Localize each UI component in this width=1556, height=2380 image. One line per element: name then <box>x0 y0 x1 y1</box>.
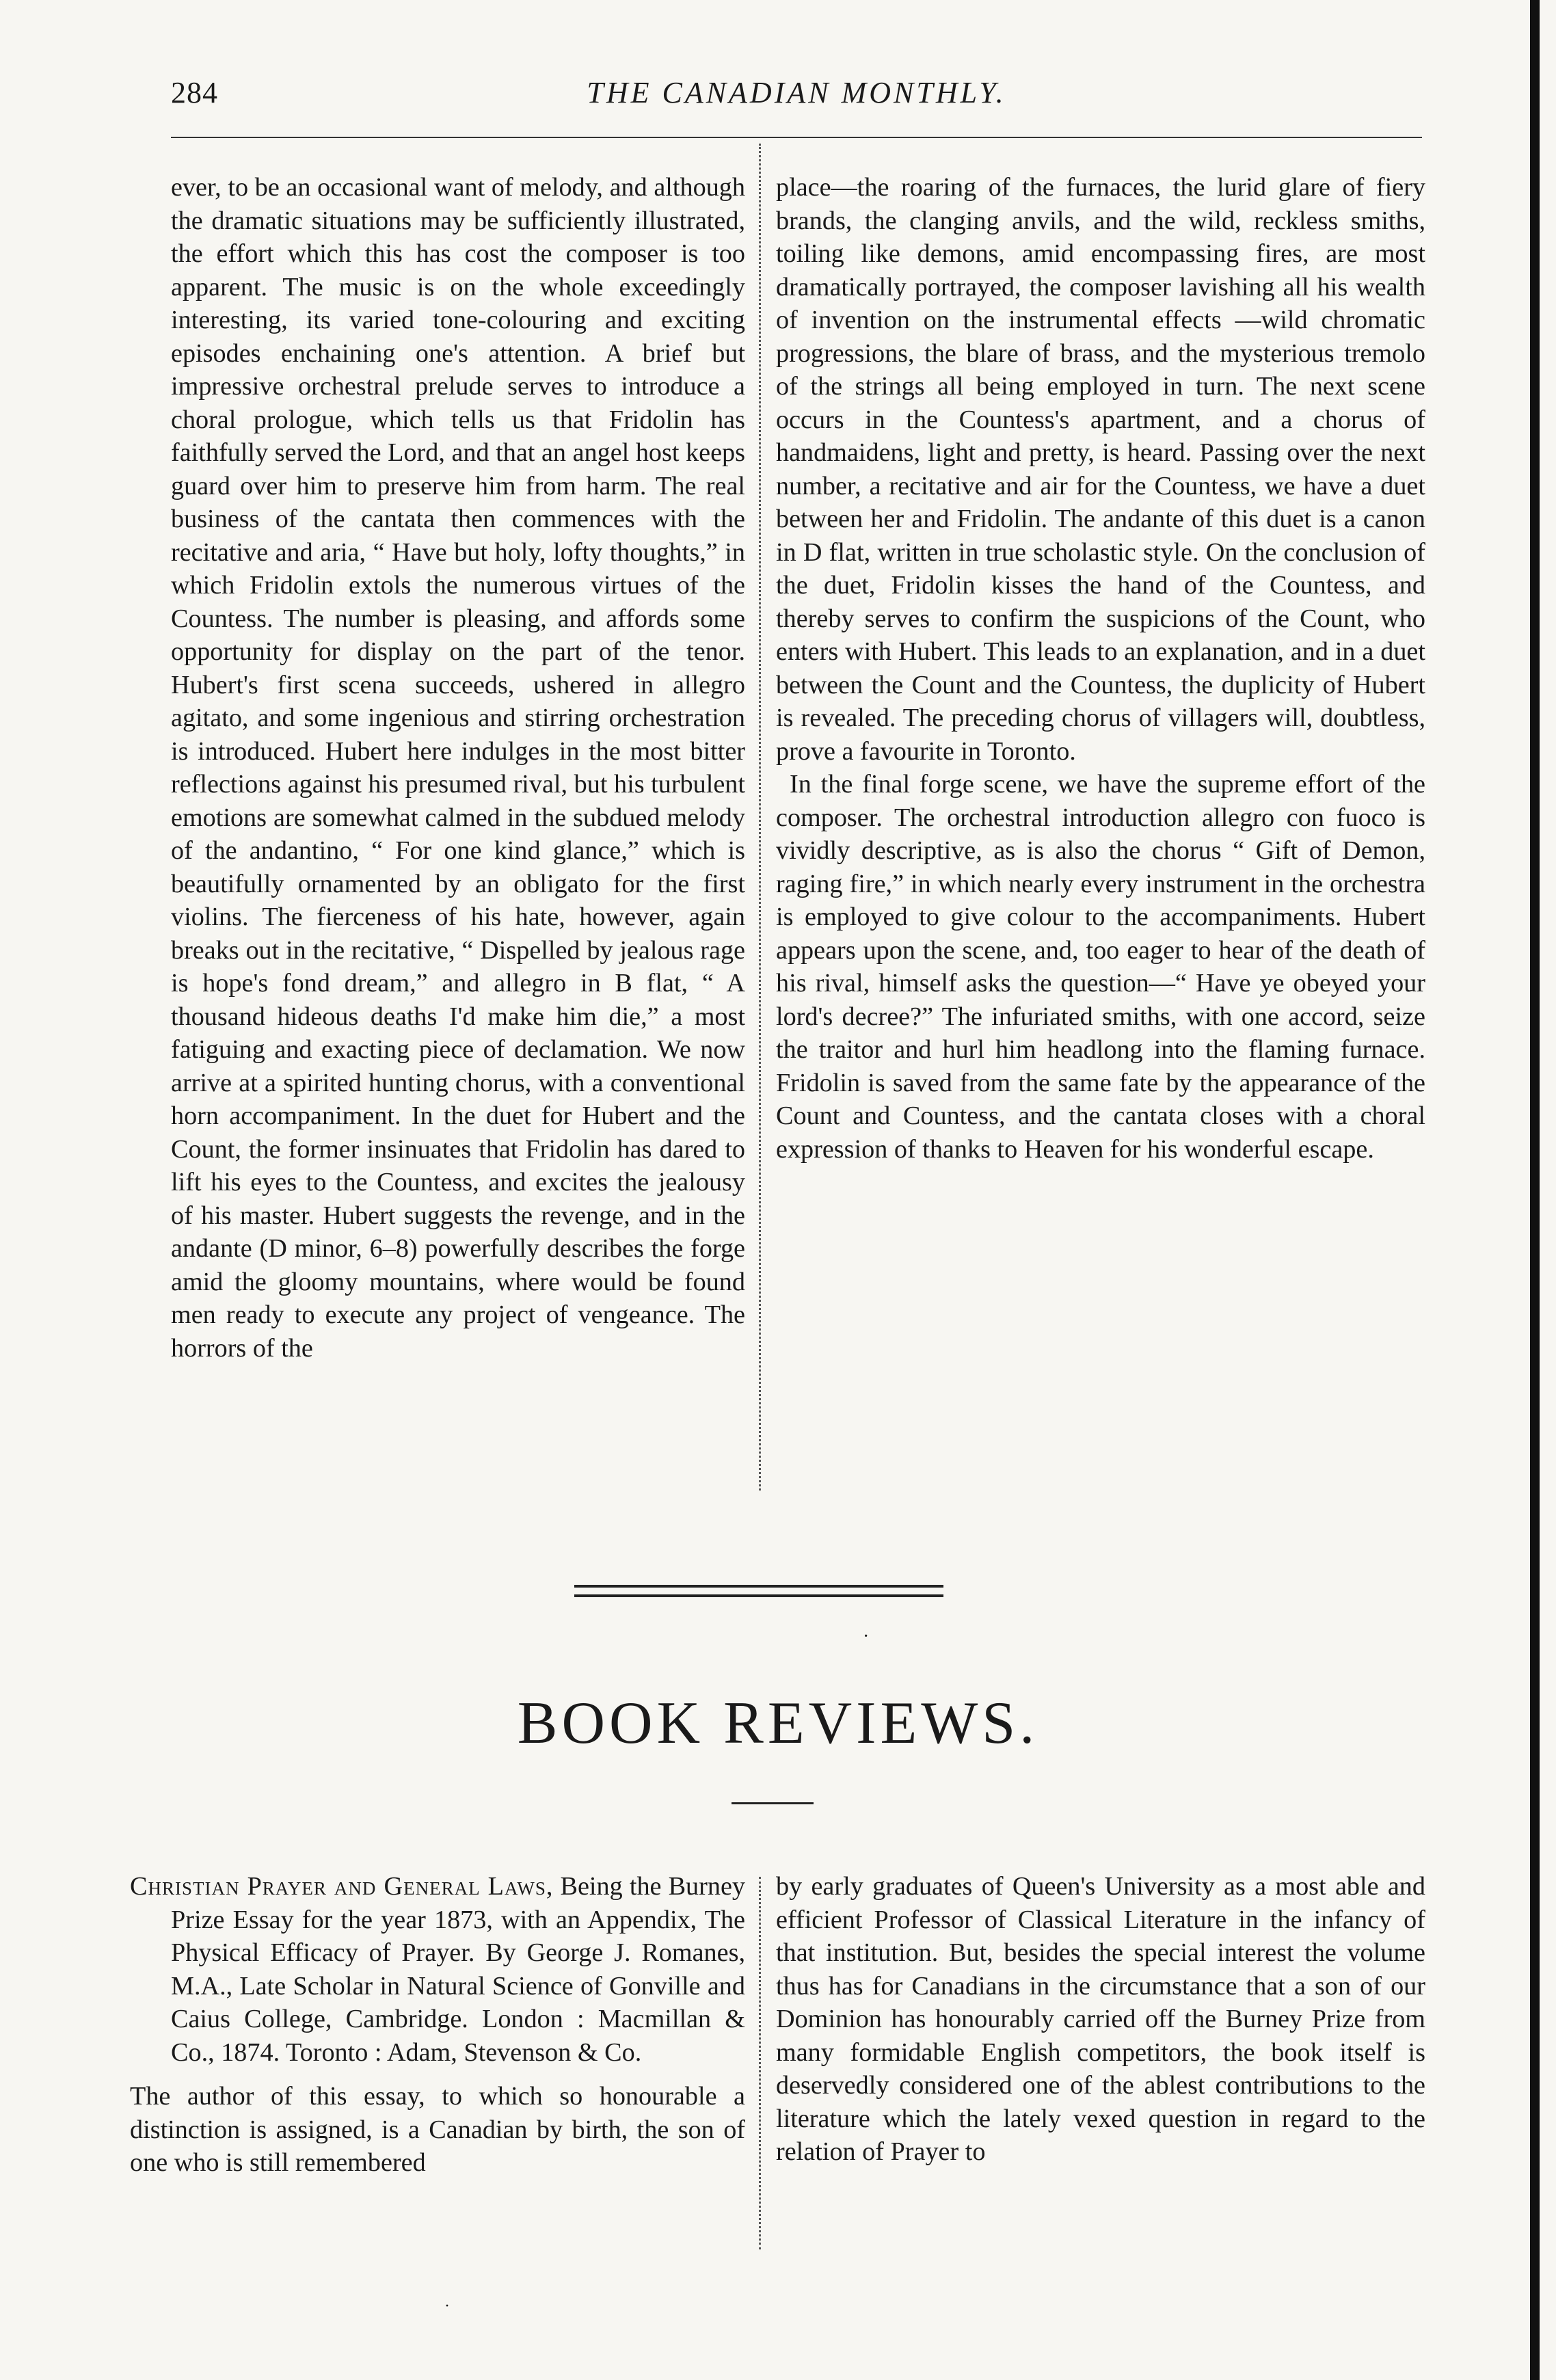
article-paragraph: In the final forge scene, we have the supreme effort of the composer. The orchestral introduction allegro con fuoco is vividly descriptive, as is also the chorus “ Gift of Demon, raging fire,” in which nearly every instrument in the orchestra is employed to give colour to the accompaniments. Hubert appears upon the scene, and, too eager to hear of the death of his rival, himself asks the question—“ Have ye obeyed your lord's decree?” The infuriated smiths, with one accord, seize the traitor and hurl him headlong into the flaming furnace. Fridolin is saved from the same fate by the appearance of the Count and Countess, and the cantata closes with a choral expression of thanks to Heaven for his wonderful escape. <box>776 770 1425 1164</box>
review-paragraph: The author of this essay, to which so honourable a distinction is assigned, is a Canadian by birth, the son of one who is still remembered <box>130 2082 745 2177</box>
review-column-left <box>130 1870 745 2180</box>
page-header <box>171 75 1422 116</box>
page-speck: · <box>444 2297 450 2315</box>
section-separator-rule <box>574 1585 943 1588</box>
section-separator-rule <box>574 1594 943 1597</box>
section-title-rule <box>732 1802 814 1804</box>
review-column-right <box>776 1870 1425 2169</box>
header-rule <box>171 137 1422 138</box>
review-book-title: Christian Prayer and General Laws, <box>130 1872 554 1901</box>
page-number: 284 <box>171 76 218 109</box>
running-title: THE CANADIAN MONTHLY. <box>587 76 1006 109</box>
review-paragraph: by early graduates of Queen's University as a most able and efficient Professor of Classical Literature in the infancy of that institution. But, besides the special interest the volume thus has for Canadians in the circumstance that a son of our Dominion has honourably carried off the Burney Prize from many formidable English competitors, the book itself is deservedly considered one of the ablest contributions to the literature which the lately vexed question in regard to the relation of Prayer to <box>776 1872 1425 2166</box>
article-column-right <box>776 171 1425 1166</box>
article-paragraph: ever, to be an occasional want of melody, and although the dramatic situations may be sufficiently illustrated, the effort which this has cost the composer is too apparent. The music is on the whole exceedingly interesting, its varied tone-colouring and exciting episodes enchaining one's attention. A brief but impressive orchestral prelude serves to introduce a choral prologue, which tells us that Fridolin has faithfully served the Lord, and that an angel host keeps guard over him to preserve him from harm. The real business of the cantata then commences with the recitative and aria, “ Have but holy, lofty thoughts,” in which Fridolin extols the numerous virtues of the Countess. The number is pleasing, and affords some opportunity for display on the part of the tenor. Hubert's first scena succeeds, ushered in allegro agitato, and some ingenious and stirring orchestration is introduced. Hubert here indulges in the most bitter reflections against his presumed rival, but his turbulent emotions are somewhat calmed in the subdued melody of the andantino, “ For one kind glance,” which is beautifully ornamented by an obligato for the first violins. The fierceness of his hate, however, again breaks out in the recitative, “ Dispelled by jealous rage is hope's fond dream,” and allegro in B flat, “ A thousand hideous deaths I'd make him die,” a most fatiguing and exacting piece of declamation. We now arrive at a spirited hunting chorus, with a conventional horn accompaniment. In the duet for Hubert and the Count, the former insinuates that Fridolin has dared to lift his eyes to the Countess, and excites the jealousy of his master. Hubert suggests the revenge, and in the andante (D minor, 6–8) powerfully describes the forge amid the gloomy mountains, where would be found men ready to execute any project of vengeance. The horrors of the <box>171 173 745 1363</box>
column-divider <box>759 1877 761 2249</box>
section-title: BOOK REVIEWS. <box>517 1690 1039 1756</box>
review-citation <box>130 1870 745 2069</box>
separator-dot: · <box>863 1626 870 1647</box>
column-divider <box>759 144 761 1490</box>
article-column-left <box>171 171 745 1365</box>
review-citation-details: Being the Burney Prize Essay for the year 1873, with an Appendix, The Physical Efficacy of Prayer. By George J. Romanes, M.A., Late Scholar in Natural Science of Gonville and Caius College, Cambridge. London : Macmillan & Co., 1874. Toronto : Adam, Stevenson & Co. <box>171 1872 746 2067</box>
scan-edge-bar <box>1530 0 1540 2380</box>
article-paragraph: place—the roaring of the furnaces, the lurid glare of fiery brands, the clanging anvils, and the wild, reckless smiths, toiling like demons, amid encompassing fires, are most dramatically portrayed, the composer lavishing all his wealth of invention on the instrumental effects —wild chromatic progressions, the blare of brass, and the mysterious tremolo of the strings all being employed in turn. The next scene occurs in the Countess's apartment, and a chorus of handmaidens, light and pretty, is heard. Passing over the next number, a recitative and air for the Countess, we have a duet between her and Fridolin. The andante of this duet is a canon in D flat, written in true scholastic style. On the conclusion of the duet, Fridolin kisses the hand of the Countess, and thereby serves to confirm the suspicions of the Count, who enters with Hubert. This leads to an explanation, and in a duet between the Count and the Countess, the duplicity of Hubert is revealed. The preceding chorus of villagers will, doubtless, prove a favourite in Toronto. <box>776 173 1425 766</box>
